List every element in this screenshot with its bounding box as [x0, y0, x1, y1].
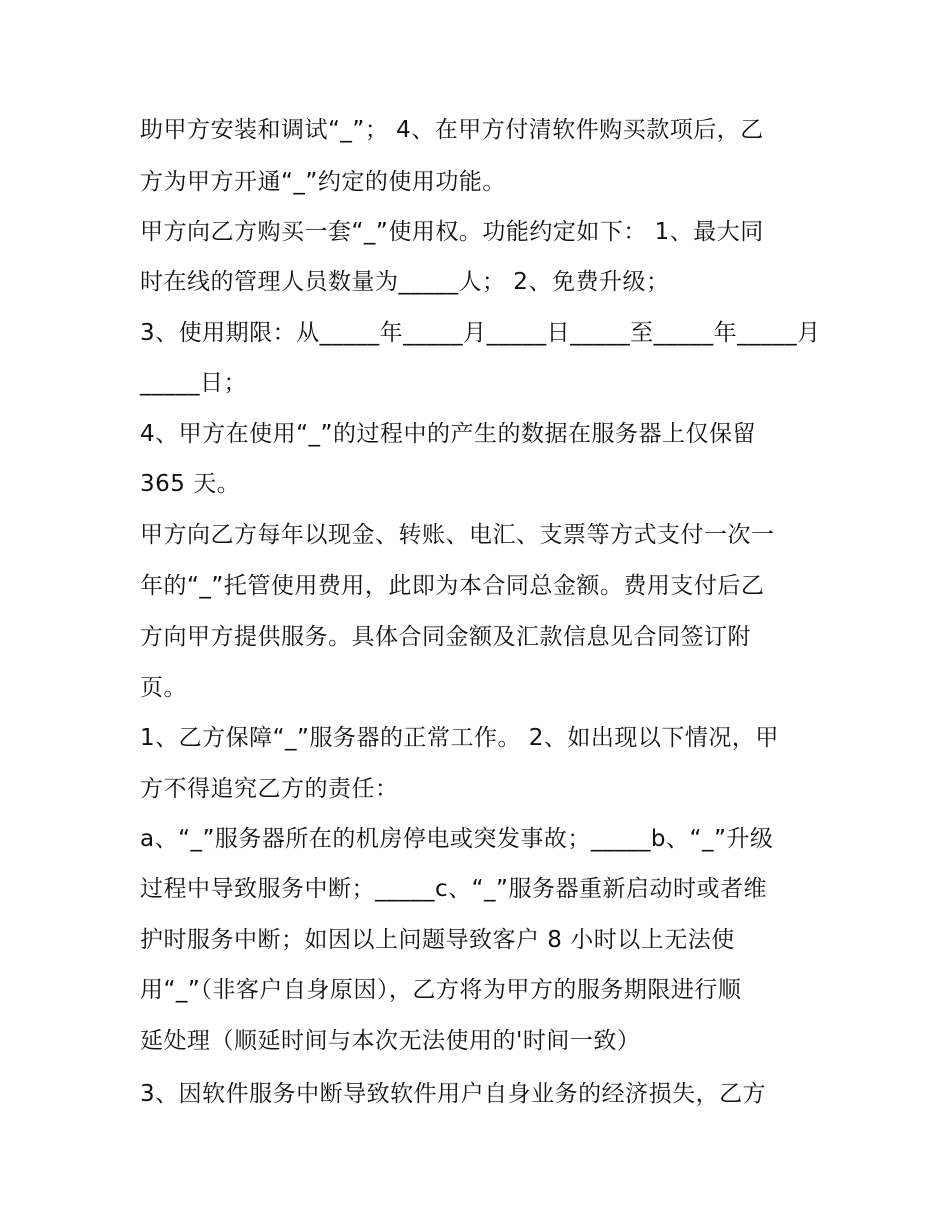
text-line: 延处理（顺延时间与本次无法使用的'时间一致）	[140, 1028, 641, 1054]
text-line: 过程中导致服务中断；_____c、“_”服务器重新启动时或者维	[140, 876, 767, 902]
text-line: 年的“_”托管使用费用，此即为本合同总金额。费用支付后乙	[140, 573, 765, 599]
text-line: 助甲方安装和调试“_”； 4、在甲方付清软件购买款项后，乙	[140, 117, 764, 143]
text-line: 甲方向乙方购买一套“_”使用权。功能约定如下： 1、最大同	[140, 219, 764, 245]
text-line: 时在线的管理人员数量为_____人； 2、免费升级；	[140, 269, 670, 295]
text-line: 方不得追究乙方的责任：	[140, 776, 399, 802]
text-line: 4、甲方在使用“_”的过程中的产生的数据在服务器上仅保留	[140, 421, 756, 447]
text-line: 页。	[140, 675, 187, 701]
text-line: 方向甲方提供服务。具体合同金额及汇款信息见合同签订附	[140, 624, 751, 650]
text-line: 3、使用期限：从_____年_____月_____日_____至_____年_____月	[140, 320, 821, 346]
text-line: 3、因软件服务中断导致软件用户自身业务的经济损失，乙方	[140, 1081, 767, 1107]
text-line: 365 天。	[140, 471, 241, 497]
text-line: 护时服务中断；如因以上问题导致客户 8 小时以上无法使	[140, 927, 735, 953]
text-line: 方为甲方开通“_”约定的使用功能。	[140, 169, 506, 195]
text-line: a、“_”服务器所在的机房停电或突发事故；_____b、“_”升级	[140, 826, 774, 852]
text-line: 1、乙方保障“_”服务器的正常工作。 2、如出现以下情况，甲	[140, 725, 779, 751]
text-line: _____日；	[140, 370, 247, 396]
text-line: 用“_”（非客户自身原因），乙方将为甲方的服务期限进行顺	[140, 977, 742, 1003]
text-line: 甲方向乙方每年以现金、转账、电汇、支票等方式支付一次一	[140, 522, 775, 548]
